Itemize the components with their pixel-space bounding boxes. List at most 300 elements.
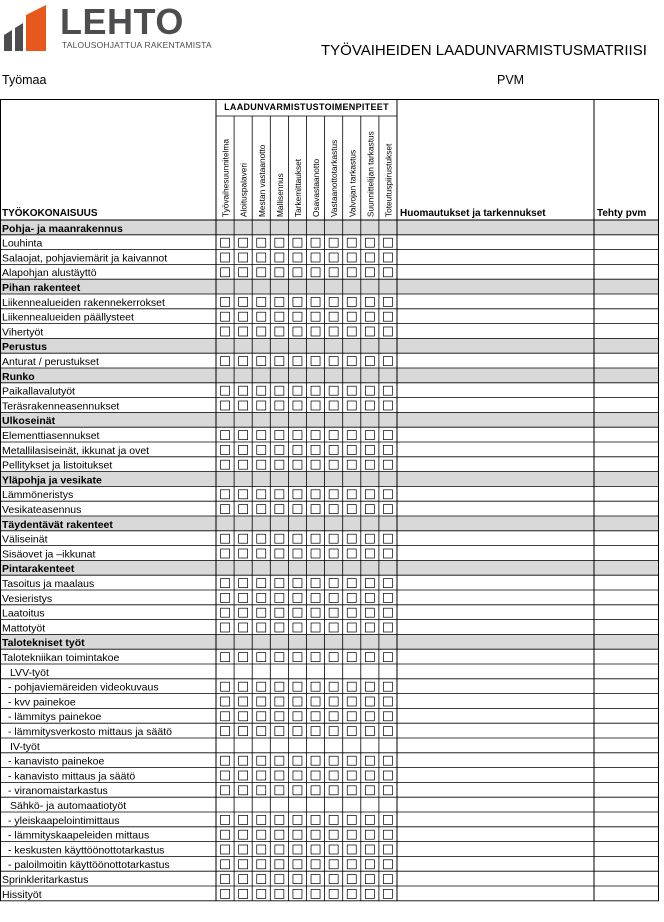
checkbox[interactable] — [347, 875, 356, 884]
checkbox[interactable] — [311, 401, 320, 410]
checkbox[interactable] — [383, 401, 392, 410]
checkbox[interactable] — [347, 830, 356, 839]
checkbox[interactable] — [347, 771, 356, 780]
checkbox[interactable] — [329, 653, 338, 662]
checkbox[interactable] — [257, 815, 266, 824]
checkbox[interactable] — [329, 697, 338, 706]
checkbox[interactable] — [257, 534, 266, 543]
checkbox[interactable] — [293, 460, 302, 469]
checkbox[interactable] — [365, 771, 374, 780]
checkbox[interactable] — [347, 327, 356, 336]
checkbox[interactable] — [221, 815, 230, 824]
checkbox[interactable] — [329, 875, 338, 884]
checkbox[interactable] — [275, 875, 284, 884]
checkbox[interactable] — [239, 697, 248, 706]
checkbox[interactable] — [347, 712, 356, 721]
checkbox[interactable] — [275, 845, 284, 854]
checkbox[interactable] — [293, 697, 302, 706]
checkbox[interactable] — [221, 253, 230, 262]
checkbox[interactable] — [293, 845, 302, 854]
checkbox[interactable] — [347, 653, 356, 662]
checkbox[interactable] — [293, 327, 302, 336]
checkbox[interactable] — [221, 401, 230, 410]
checkbox[interactable] — [329, 297, 338, 306]
checkbox[interactable] — [293, 889, 302, 898]
checkbox[interactable] — [257, 771, 266, 780]
checkbox[interactable] — [383, 549, 392, 558]
checkbox[interactable] — [311, 238, 320, 247]
checkbox[interactable] — [365, 431, 374, 440]
checkbox[interactable] — [329, 312, 338, 321]
checkbox[interactable] — [257, 312, 266, 321]
checkbox[interactable] — [275, 579, 284, 588]
checkbox[interactable] — [329, 889, 338, 898]
checkbox[interactable] — [239, 490, 248, 499]
checkbox[interactable] — [221, 386, 230, 395]
checkbox[interactable] — [221, 579, 230, 588]
checkbox[interactable] — [293, 786, 302, 795]
checkbox[interactable] — [383, 845, 392, 854]
checkbox[interactable] — [365, 845, 374, 854]
checkbox[interactable] — [365, 860, 374, 869]
checkbox[interactable] — [221, 727, 230, 736]
checkbox[interactable] — [239, 431, 248, 440]
checkbox[interactable] — [383, 697, 392, 706]
checkbox[interactable] — [239, 297, 248, 306]
checkbox[interactable] — [293, 312, 302, 321]
checkbox[interactable] — [311, 830, 320, 839]
checkbox[interactable] — [311, 815, 320, 824]
checkbox[interactable] — [311, 608, 320, 617]
checkbox[interactable] — [383, 253, 392, 262]
checkbox[interactable] — [275, 593, 284, 602]
checkbox[interactable] — [329, 431, 338, 440]
checkbox[interactable] — [383, 386, 392, 395]
checkbox[interactable] — [365, 756, 374, 765]
checkbox[interactable] — [221, 297, 230, 306]
checkbox[interactable] — [347, 534, 356, 543]
checkbox[interactable] — [257, 268, 266, 277]
checkbox[interactable] — [239, 460, 248, 469]
checkbox[interactable] — [239, 608, 248, 617]
checkbox[interactable] — [257, 593, 266, 602]
checkbox[interactable] — [257, 357, 266, 366]
checkbox[interactable] — [293, 860, 302, 869]
checkbox[interactable] — [383, 786, 392, 795]
checkbox[interactable] — [221, 327, 230, 336]
checkbox[interactable] — [275, 549, 284, 558]
checkbox[interactable] — [293, 268, 302, 277]
checkbox[interactable] — [257, 238, 266, 247]
checkbox[interactable] — [383, 756, 392, 765]
checkbox[interactable] — [347, 579, 356, 588]
checkbox[interactable] — [239, 505, 248, 514]
checkbox[interactable] — [311, 712, 320, 721]
checkbox[interactable] — [275, 830, 284, 839]
checkbox[interactable] — [293, 490, 302, 499]
checkbox[interactable] — [329, 593, 338, 602]
checkbox[interactable] — [239, 357, 248, 366]
checkbox[interactable] — [329, 712, 338, 721]
checkbox[interactable] — [365, 653, 374, 662]
checkbox[interactable] — [275, 786, 284, 795]
checkbox[interactable] — [347, 623, 356, 632]
checkbox[interactable] — [221, 431, 230, 440]
checkbox[interactable] — [275, 534, 284, 543]
checkbox[interactable] — [275, 490, 284, 499]
checkbox[interactable] — [365, 445, 374, 454]
checkbox[interactable] — [329, 756, 338, 765]
checkbox[interactable] — [365, 268, 374, 277]
checkbox[interactable] — [275, 623, 284, 632]
checkbox[interactable] — [347, 786, 356, 795]
checkbox[interactable] — [347, 431, 356, 440]
checkbox[interactable] — [239, 623, 248, 632]
checkbox[interactable] — [311, 860, 320, 869]
checkbox[interactable] — [311, 623, 320, 632]
checkbox[interactable] — [311, 268, 320, 277]
checkbox[interactable] — [293, 815, 302, 824]
checkbox[interactable] — [275, 756, 284, 765]
checkbox[interactable] — [293, 682, 302, 691]
checkbox[interactable] — [221, 830, 230, 839]
checkbox[interactable] — [293, 297, 302, 306]
checkbox[interactable] — [365, 623, 374, 632]
checkbox[interactable] — [311, 386, 320, 395]
checkbox[interactable] — [329, 460, 338, 469]
checkbox[interactable] — [347, 549, 356, 558]
checkbox[interactable] — [383, 623, 392, 632]
checkbox[interactable] — [221, 756, 230, 765]
checkbox[interactable] — [221, 549, 230, 558]
checkbox[interactable] — [275, 860, 284, 869]
checkbox[interactable] — [221, 845, 230, 854]
checkbox[interactable] — [221, 860, 230, 869]
checkbox[interactable] — [275, 297, 284, 306]
checkbox[interactable] — [275, 268, 284, 277]
checkbox[interactable] — [383, 608, 392, 617]
checkbox[interactable] — [365, 490, 374, 499]
checkbox[interactable] — [239, 860, 248, 869]
checkbox[interactable] — [365, 682, 374, 691]
checkbox[interactable] — [347, 445, 356, 454]
checkbox[interactable] — [239, 712, 248, 721]
checkbox[interactable] — [383, 445, 392, 454]
checkbox[interactable] — [221, 875, 230, 884]
checkbox[interactable] — [365, 460, 374, 469]
checkbox[interactable] — [347, 756, 356, 765]
checkbox[interactable] — [347, 682, 356, 691]
checkbox[interactable] — [293, 445, 302, 454]
checkbox[interactable] — [239, 682, 248, 691]
checkbox[interactable] — [239, 268, 248, 277]
checkbox[interactable] — [347, 268, 356, 277]
checkbox[interactable] — [311, 534, 320, 543]
checkbox[interactable] — [347, 238, 356, 247]
checkbox[interactable] — [347, 845, 356, 854]
checkbox[interactable] — [293, 579, 302, 588]
checkbox[interactable] — [239, 534, 248, 543]
checkbox[interactable] — [257, 653, 266, 662]
checkbox[interactable] — [329, 845, 338, 854]
checkbox[interactable] — [239, 312, 248, 321]
checkbox[interactable] — [365, 712, 374, 721]
checkbox[interactable] — [347, 490, 356, 499]
checkbox[interactable] — [347, 860, 356, 869]
checkbox[interactable] — [275, 401, 284, 410]
checkbox[interactable] — [275, 771, 284, 780]
checkbox[interactable] — [383, 431, 392, 440]
checkbox[interactable] — [347, 253, 356, 262]
checkbox[interactable] — [311, 875, 320, 884]
checkbox[interactable] — [365, 608, 374, 617]
checkbox[interactable] — [329, 357, 338, 366]
checkbox[interactable] — [221, 593, 230, 602]
checkbox[interactable] — [365, 505, 374, 514]
checkbox[interactable] — [383, 727, 392, 736]
checkbox[interactable] — [275, 682, 284, 691]
checkbox[interactable] — [257, 712, 266, 721]
checkbox[interactable] — [221, 771, 230, 780]
checkbox[interactable] — [311, 756, 320, 765]
checkbox[interactable] — [239, 593, 248, 602]
checkbox[interactable] — [239, 845, 248, 854]
checkbox[interactable] — [347, 697, 356, 706]
checkbox[interactable] — [257, 860, 266, 869]
checkbox[interactable] — [347, 357, 356, 366]
checkbox[interactable] — [347, 727, 356, 736]
checkbox[interactable] — [257, 431, 266, 440]
checkbox[interactable] — [257, 401, 266, 410]
checkbox[interactable] — [311, 549, 320, 558]
checkbox[interactable] — [383, 312, 392, 321]
checkbox[interactable] — [239, 830, 248, 839]
checkbox[interactable] — [257, 579, 266, 588]
checkbox[interactable] — [365, 312, 374, 321]
checkbox[interactable] — [329, 253, 338, 262]
checkbox[interactable] — [239, 445, 248, 454]
checkbox[interactable] — [383, 830, 392, 839]
checkbox[interactable] — [311, 297, 320, 306]
checkbox[interactable] — [365, 697, 374, 706]
checkbox[interactable] — [293, 431, 302, 440]
checkbox[interactable] — [347, 312, 356, 321]
checkbox[interactable] — [329, 386, 338, 395]
checkbox[interactable] — [329, 490, 338, 499]
checkbox[interactable] — [275, 238, 284, 247]
checkbox[interactable] — [221, 357, 230, 366]
checkbox[interactable] — [329, 623, 338, 632]
checkbox[interactable] — [293, 727, 302, 736]
checkbox[interactable] — [365, 889, 374, 898]
checkbox[interactable] — [329, 505, 338, 514]
checkbox[interactable] — [221, 697, 230, 706]
checkbox[interactable] — [365, 386, 374, 395]
checkbox[interactable] — [275, 312, 284, 321]
checkbox[interactable] — [329, 727, 338, 736]
checkbox[interactable] — [221, 889, 230, 898]
checkbox[interactable] — [221, 268, 230, 277]
checkbox[interactable] — [329, 268, 338, 277]
checkbox[interactable] — [275, 815, 284, 824]
checkbox[interactable] — [365, 815, 374, 824]
checkbox[interactable] — [311, 490, 320, 499]
checkbox[interactable] — [275, 889, 284, 898]
checkbox[interactable] — [257, 889, 266, 898]
checkbox[interactable] — [311, 312, 320, 321]
checkbox[interactable] — [329, 534, 338, 543]
checkbox[interactable] — [239, 771, 248, 780]
checkbox[interactable] — [257, 327, 266, 336]
checkbox[interactable] — [221, 312, 230, 321]
checkbox[interactable] — [347, 889, 356, 898]
checkbox[interactable] — [221, 445, 230, 454]
checkbox[interactable] — [311, 771, 320, 780]
checkbox[interactable] — [329, 786, 338, 795]
checkbox[interactable] — [221, 534, 230, 543]
checkbox[interactable] — [275, 386, 284, 395]
checkbox[interactable] — [311, 889, 320, 898]
checkbox[interactable] — [365, 253, 374, 262]
checkbox[interactable] — [257, 623, 266, 632]
checkbox[interactable] — [221, 712, 230, 721]
checkbox[interactable] — [257, 460, 266, 469]
checkbox[interactable] — [365, 534, 374, 543]
checkbox[interactable] — [257, 445, 266, 454]
checkbox[interactable] — [365, 875, 374, 884]
checkbox[interactable] — [383, 297, 392, 306]
checkbox[interactable] — [275, 357, 284, 366]
checkbox[interactable] — [347, 386, 356, 395]
checkbox[interactable] — [221, 490, 230, 499]
checkbox[interactable] — [347, 401, 356, 410]
checkbox[interactable] — [311, 505, 320, 514]
checkbox[interactable] — [365, 297, 374, 306]
checkbox[interactable] — [383, 460, 392, 469]
checkbox[interactable] — [329, 579, 338, 588]
checkbox[interactable] — [257, 682, 266, 691]
checkbox[interactable] — [311, 593, 320, 602]
checkbox[interactable] — [257, 756, 266, 765]
checkbox[interactable] — [329, 401, 338, 410]
checkbox[interactable] — [239, 579, 248, 588]
checkbox[interactable] — [257, 845, 266, 854]
checkbox[interactable] — [365, 238, 374, 247]
checkbox[interactable] — [293, 756, 302, 765]
checkbox[interactable] — [293, 238, 302, 247]
checkbox[interactable] — [257, 490, 266, 499]
checkbox[interactable] — [239, 549, 248, 558]
checkbox[interactable] — [275, 727, 284, 736]
checkbox[interactable] — [365, 549, 374, 558]
checkbox[interactable] — [383, 268, 392, 277]
checkbox[interactable] — [221, 653, 230, 662]
checkbox[interactable] — [275, 327, 284, 336]
checkbox[interactable] — [239, 327, 248, 336]
checkbox[interactable] — [347, 608, 356, 617]
checkbox[interactable] — [347, 460, 356, 469]
checkbox[interactable] — [257, 505, 266, 514]
checkbox[interactable] — [365, 593, 374, 602]
checkbox[interactable] — [239, 875, 248, 884]
checkbox[interactable] — [329, 830, 338, 839]
checkbox[interactable] — [239, 815, 248, 824]
checkbox[interactable] — [221, 623, 230, 632]
checkbox[interactable] — [383, 238, 392, 247]
checkbox[interactable] — [329, 327, 338, 336]
checkbox[interactable] — [257, 297, 266, 306]
checkbox[interactable] — [239, 401, 248, 410]
checkbox[interactable] — [383, 505, 392, 514]
checkbox[interactable] — [311, 445, 320, 454]
checkbox[interactable] — [275, 253, 284, 262]
checkbox[interactable] — [311, 697, 320, 706]
checkbox[interactable] — [257, 549, 266, 558]
checkbox[interactable] — [239, 786, 248, 795]
checkbox[interactable] — [311, 845, 320, 854]
checkbox[interactable] — [239, 653, 248, 662]
checkbox[interactable] — [239, 756, 248, 765]
checkbox[interactable] — [293, 401, 302, 410]
checkbox[interactable] — [311, 727, 320, 736]
checkbox[interactable] — [329, 549, 338, 558]
checkbox[interactable] — [257, 830, 266, 839]
checkbox[interactable] — [293, 534, 302, 543]
checkbox[interactable] — [293, 253, 302, 262]
checkbox[interactable] — [239, 889, 248, 898]
checkbox[interactable] — [257, 727, 266, 736]
checkbox[interactable] — [365, 357, 374, 366]
checkbox[interactable] — [383, 815, 392, 824]
checkbox[interactable] — [311, 460, 320, 469]
checkbox[interactable] — [221, 238, 230, 247]
checkbox[interactable] — [365, 401, 374, 410]
checkbox[interactable] — [383, 579, 392, 588]
checkbox[interactable] — [365, 786, 374, 795]
checkbox[interactable] — [257, 786, 266, 795]
checkbox[interactable] — [311, 327, 320, 336]
checkbox[interactable] — [383, 327, 392, 336]
checkbox[interactable] — [383, 889, 392, 898]
checkbox[interactable] — [257, 608, 266, 617]
checkbox[interactable] — [275, 608, 284, 617]
checkbox[interactable] — [239, 238, 248, 247]
checkbox[interactable] — [293, 875, 302, 884]
checkbox[interactable] — [329, 608, 338, 617]
checkbox[interactable] — [383, 653, 392, 662]
checkbox[interactable] — [239, 253, 248, 262]
checkbox[interactable] — [329, 682, 338, 691]
checkbox[interactable] — [383, 593, 392, 602]
checkbox[interactable] — [347, 505, 356, 514]
checkbox[interactable] — [383, 357, 392, 366]
checkbox[interactable] — [311, 579, 320, 588]
checkbox[interactable] — [275, 653, 284, 662]
checkbox[interactable] — [293, 608, 302, 617]
checkbox[interactable] — [257, 697, 266, 706]
checkbox[interactable] — [293, 357, 302, 366]
checkbox[interactable] — [275, 445, 284, 454]
checkbox[interactable] — [239, 386, 248, 395]
checkbox[interactable] — [275, 712, 284, 721]
checkbox[interactable] — [293, 549, 302, 558]
checkbox[interactable] — [311, 653, 320, 662]
checkbox[interactable] — [383, 860, 392, 869]
checkbox[interactable] — [311, 682, 320, 691]
checkbox[interactable] — [347, 815, 356, 824]
checkbox[interactable] — [365, 727, 374, 736]
checkbox[interactable] — [275, 460, 284, 469]
